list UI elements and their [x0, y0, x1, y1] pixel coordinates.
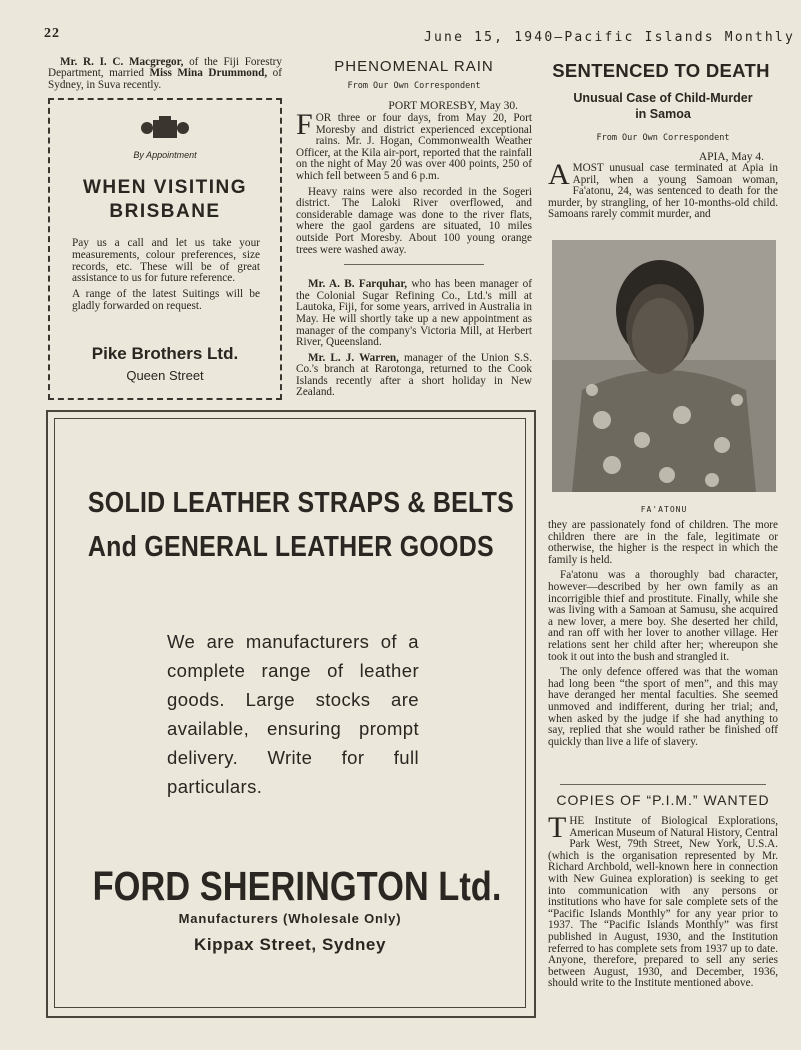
section-divider	[344, 264, 484, 265]
article-copies-wanted	[548, 792, 778, 994]
article-paragraph-2: Heavy rains were also recorded in the Sogeri district. The Laloki River overflowed, and considerable damage was done to the river flats, where the gaol gardens are situated, 10 miles outside Port Moresby. About 100 young orange trees were washed away.	[296, 185, 532, 256]
article-paragraph-1: MOST unusual case terminated at Apia in April, when a young Samoan woman, Fa'atonu, 24, was sentenced to death for the murder, by strangling, of her 10-months-old child. Samoans rarely commit murder, and	[548, 162, 778, 221]
notice-text-warren: manager of the Union S.S. Co.'s branch at Rarotonga, returned to the Cook Islands recently after a short holiday in New Zealand.	[296, 351, 532, 399]
notice-name-farquhar: Mr. A. B. Farquhar,	[308, 278, 408, 291]
ad-inner-border	[54, 418, 526, 1008]
by-appointment-label: By Appointment	[133, 150, 197, 160]
article-headline: PHENOMENAL RAIN	[334, 58, 494, 75]
article-byline: From Our Own Correspondent	[596, 133, 730, 143]
article-subheadline-line-1: Unusual Case of Child-Murder	[573, 91, 753, 105]
ad-headline-2: And GENERAL LEATHER GOODS	[87, 531, 494, 563]
drop-cap: A	[548, 158, 570, 191]
ad-headline-1: SOLID LEATHER STRAPS & BELTS	[87, 487, 515, 519]
ad-subtitle: Manufacturers (Wholesale Only)	[178, 911, 402, 926]
article-paragraph-2: they are passionately fond of children. The more children there are in the fale, legitimate or otherwise, the higher is the respect in which the family is held.	[548, 519, 778, 566]
article-dateline: PORT MORESBY, May 30.	[388, 100, 518, 112]
ad-street: Kippax Street, Sydney	[193, 935, 387, 954]
article-sentenced-continued	[548, 520, 778, 752]
portrait-photo	[552, 240, 776, 492]
notice-text-2: of Sydney, in Suva recently.	[48, 67, 282, 91]
ad-paragraph-1: Pay us a call and let us take your measurements, colour preferences, size records, etc. These will be of great assistance to us for future reference.	[72, 237, 260, 285]
running-title: June 15, 1940—Pacific Islands Monthly	[424, 30, 795, 45]
notice-name-1: Mr. R. I. C. Macgregor,	[60, 56, 184, 68]
article-dateline: APIA, May 4.	[698, 151, 764, 163]
royal-crest-icon	[135, 116, 195, 138]
article-paragraph-1: OR three or four days, from May 20, Port Moresby and district experienced exceptional rains. Mr. J. Hogan, Commonwealth Weather Officer, at the Kila air-port, reported that the rainfall on the night of May 20 was over 400 points, 250 of which fell between 5 and 6 p.m.	[296, 112, 532, 182]
ad-headline	[50, 176, 280, 224]
ad-paragraph-2: A range of the latest Suitings will be gladly forwarded on request.	[72, 288, 260, 312]
ford-sherington-advertisement	[46, 410, 536, 1018]
article-phenomenal-rain	[296, 58, 532, 403]
article-paragraph-1: HE Institute of Biological Explorations, American Museum of Natural History, Central Park West, 79th Street, New York, U.S.A. (which is the organisation represented by Mr. Richard Archbold, well-known here in connection with New Guinea exploration) is seeking to get into communication with any persons or institutions who have for sale complete sets of the “Pacific Islands Monthly” for any year prior to 1937. The “Pacific Islands Monthly” was first published in August, 1930, and the Institution referred to has complete sets from 1937 up to date. Anyone, therefore, prepared to sell any series between August, 1930, and December, 1936, should write to the Institute mentioned above.	[548, 815, 779, 990]
pike-brothers-advertisement	[48, 98, 282, 400]
photo-caption: FA'ATONU	[640, 505, 688, 514]
ad-headline-line-1: WHEN VISITING	[82, 177, 248, 198]
ad-firm-name: Pike Brothers Ltd.	[91, 344, 239, 363]
ad-street: Queen Street	[126, 368, 204, 383]
notice-name-warren: Mr. L. J. Warren,	[308, 351, 399, 364]
ad-headline-line-2: BRISBANE	[109, 201, 221, 222]
ad-body	[72, 238, 260, 317]
section-divider	[560, 784, 766, 785]
article-byline: From Our Own Correspondent	[347, 81, 481, 91]
article-sentenced-intro	[548, 133, 778, 225]
article-subheadline-line-2: in Samoa	[635, 107, 691, 121]
notice-name-2: Miss Mina Drummond,	[149, 67, 268, 80]
article-subheadline	[548, 90, 778, 122]
ad-body: We are manufacturers of a complete range of leather goods. Large stocks are available, ensuring prompt delivery. Write for full particulars.	[167, 631, 419, 797]
article-paragraph-3: Fa'atonu was a thoroughly bad character, however—described by her own family as an incorrigible thief and prostitute. Finally, while she was living with a Samoan at Samusu, she acquired a new lover, a mere boy. She deserted her child, and ran off with her lover to another village. Her relations sent her child after her; whereupon she took it out into the bush and strangled it.	[548, 569, 778, 663]
marriage-notice	[48, 57, 282, 95]
article-headline: COPIES OF “P.I.M.” WANTED	[556, 792, 770, 808]
drop-cap: F	[296, 108, 313, 141]
notice-text-1: of the Fiji Forestry Department, married	[48, 56, 283, 80]
page-number: 22	[44, 26, 60, 41]
ad-firm-name: FORD SHERINGTON Ltd.	[92, 863, 502, 909]
notice-text-farquhar: who has been manager of the Colonial Sugar Refining Co., Ltd.'s mill at Lautoka, Fiji, for some years, arrived in Australia in May. He will shortly take up a new appointment as manager of the company's Victoria Mill, at Herbert River, Queensland.	[296, 278, 532, 349]
article-paragraph-4: The only defence offered was that the woman had long been “the sport of men”, and this may have deranged her mental faculties. She seemed unmoved and indifferent, during her trial; and, when asked by the judge if she had anything to say, replied that she would rather be finished off quickly than live a life of slavery.	[548, 666, 778, 748]
article-headline: SENTENCED TO DEATH	[552, 60, 770, 81]
drop-cap: T	[548, 811, 567, 844]
